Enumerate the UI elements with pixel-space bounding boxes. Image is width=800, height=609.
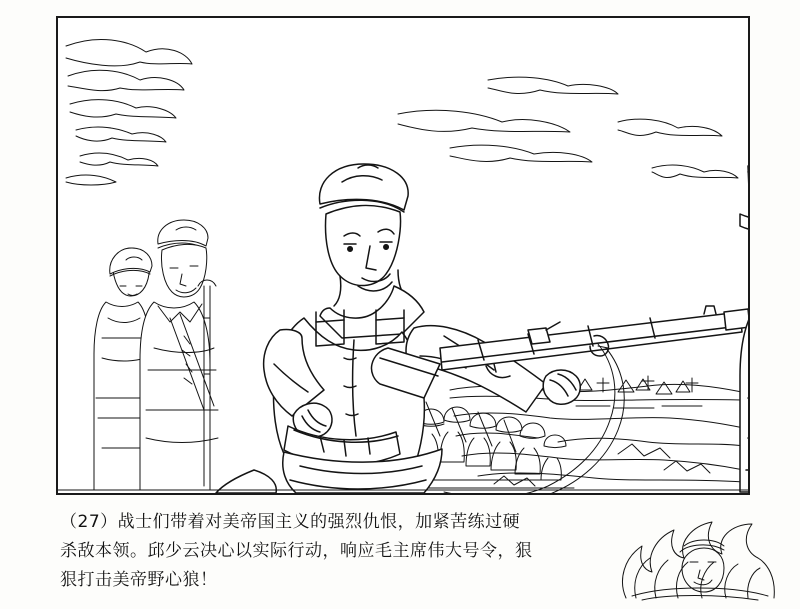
corner-vignette <box>608 512 786 604</box>
caption-line-2: 杀敌本领。邱少云决心以实际行动，响应毛主席伟大号令，狠 <box>60 541 533 561</box>
caption-line-3: 狠打击美帝野心狼！ <box>60 570 218 590</box>
caption-line-1: （27）战士们带着对美帝国主义的强烈仇恨，加紧苦练过硬 <box>60 512 521 532</box>
illustration-frame <box>56 16 750 495</box>
corner-vignette-drawing <box>608 512 786 604</box>
caption-block <box>60 508 580 595</box>
illustration-drawing <box>58 18 748 493</box>
